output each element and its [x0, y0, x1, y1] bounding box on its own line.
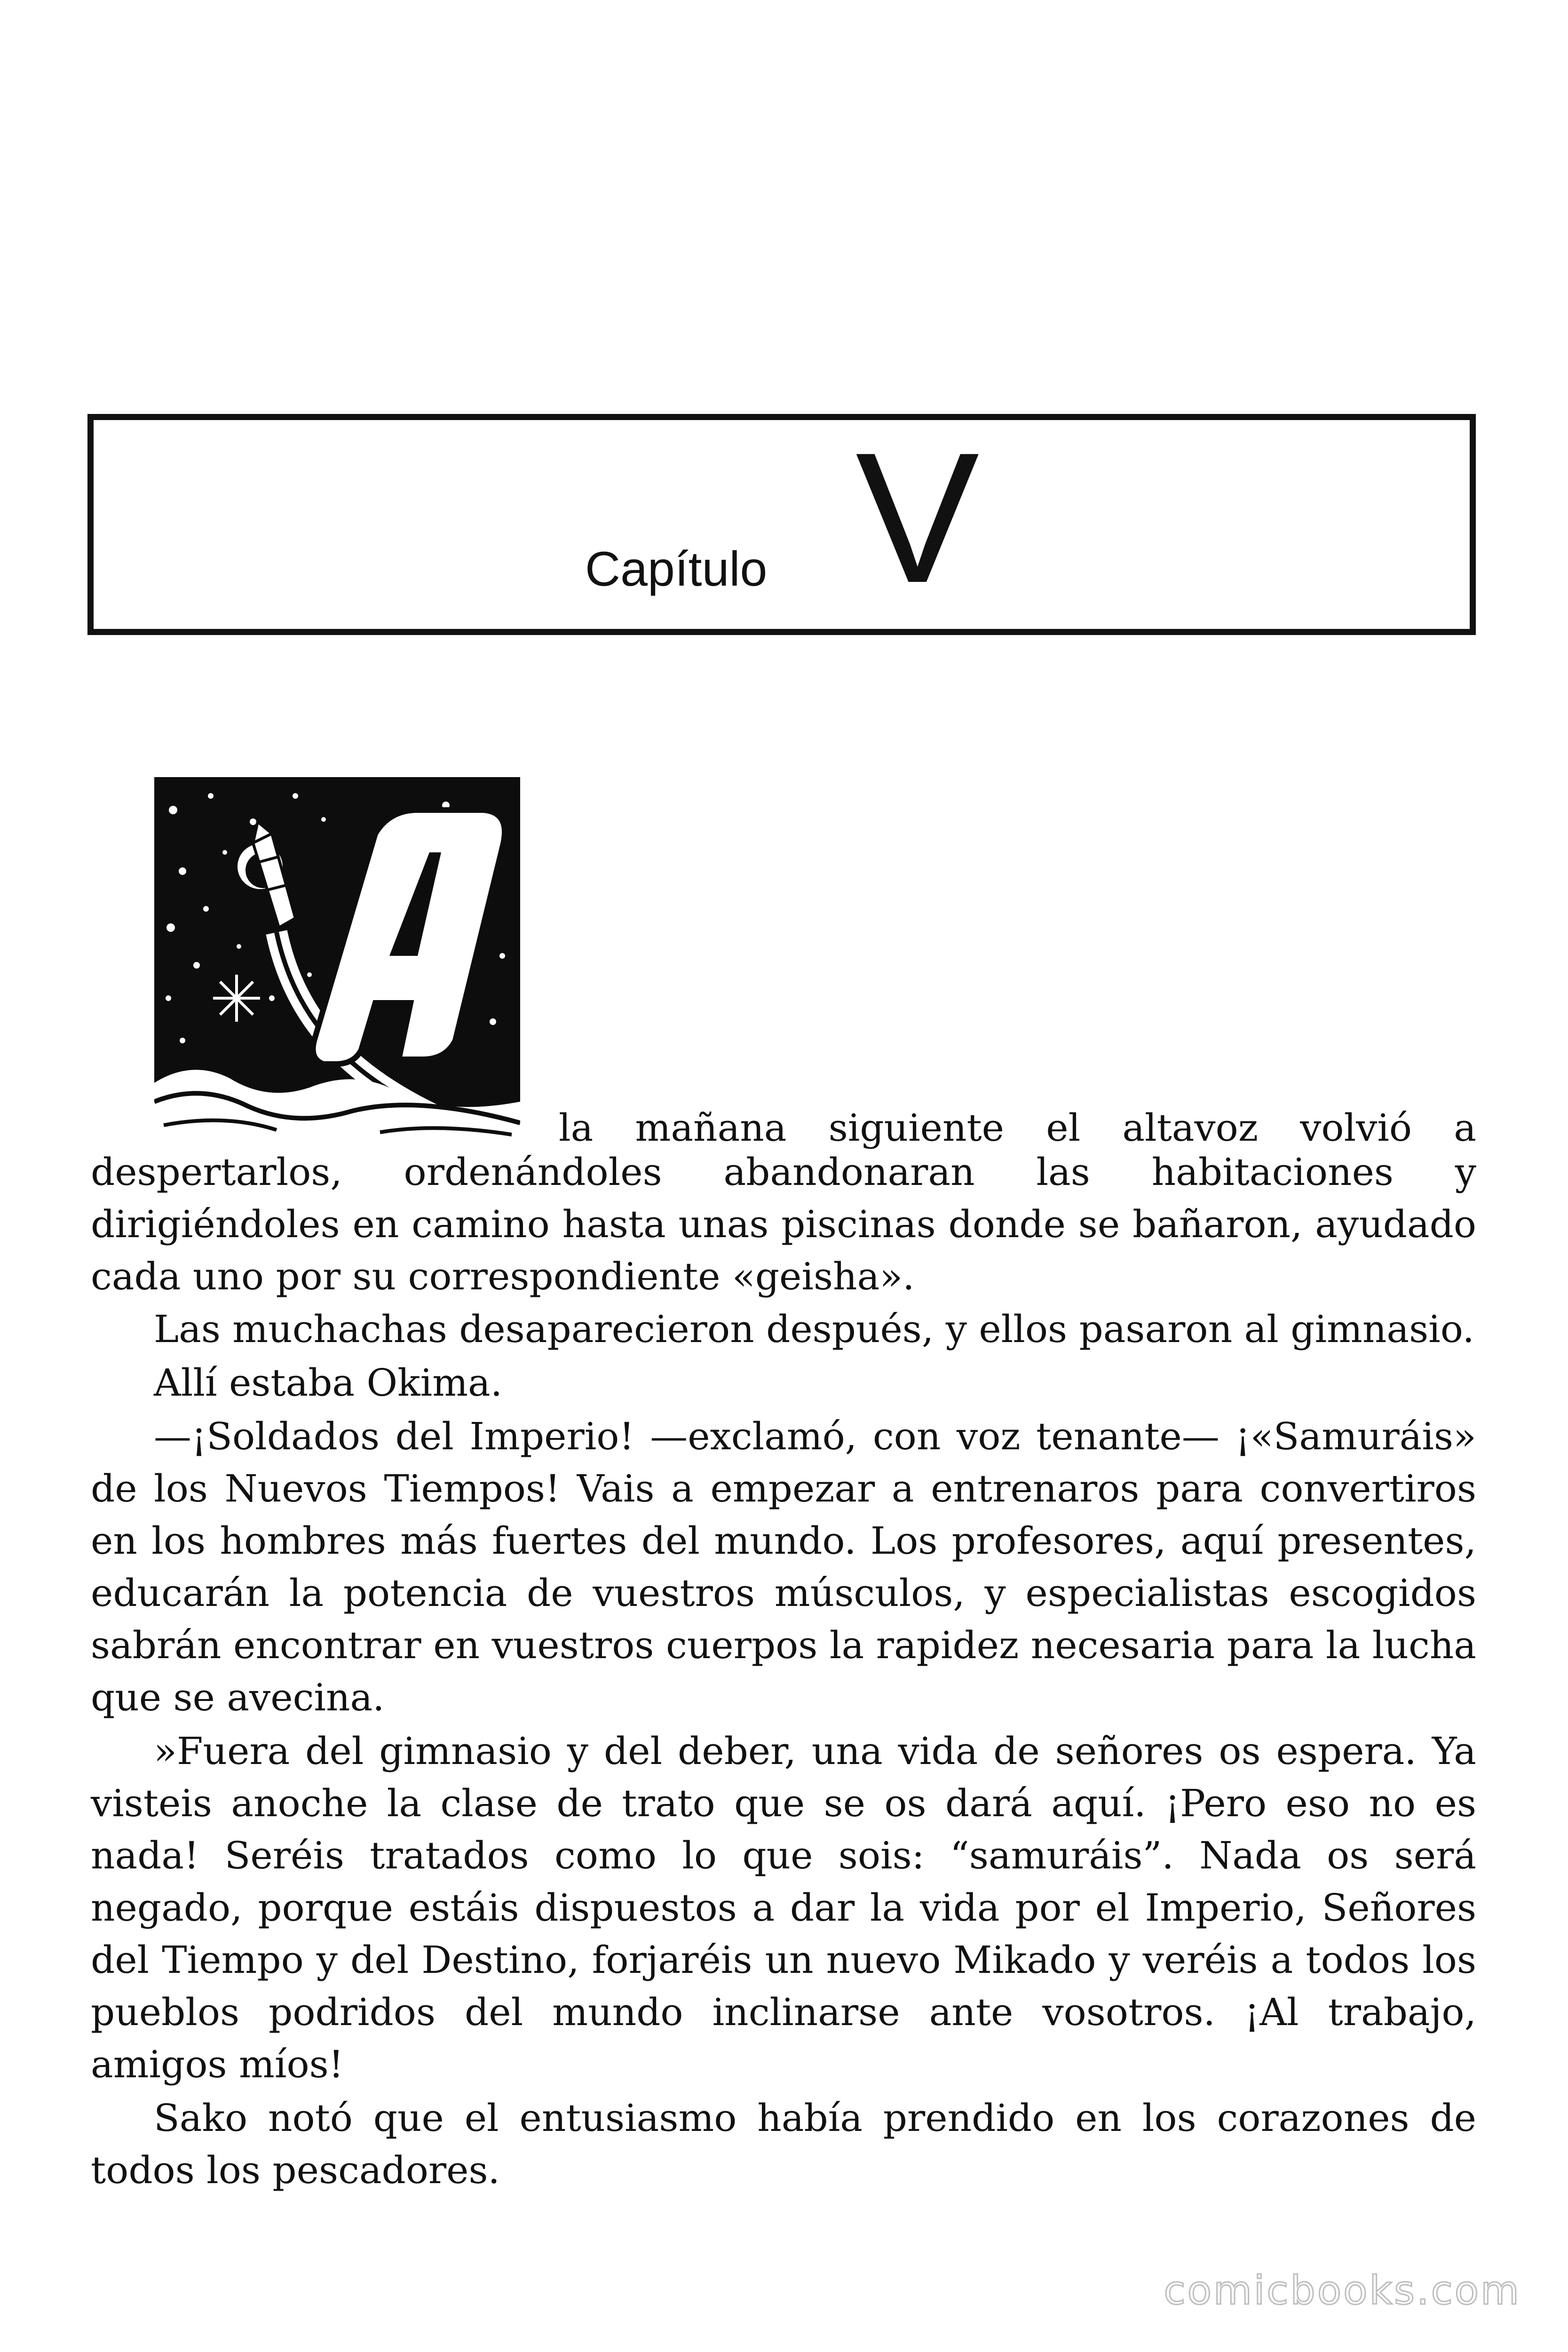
- watermark: comicbooks.com: [1164, 2267, 1521, 2313]
- sparkle-icon: [213, 975, 260, 1022]
- first-line-word: mañana: [635, 1106, 787, 1150]
- first-line-word: la: [559, 1106, 594, 1150]
- first-line-word: volvió: [1300, 1106, 1412, 1150]
- paragraph: Allí estaba Okima.: [154, 1361, 503, 1405]
- body-text: [91, 1303, 1476, 2198]
- chapter-number: V: [855, 413, 980, 621]
- dropcap-illustration: [154, 777, 520, 1142]
- chapter-label: Capítulo: [585, 542, 768, 596]
- first-paragraph: [91, 1146, 1476, 1303]
- first-line-word: a: [1454, 1106, 1476, 1150]
- first-line-word: el: [1046, 1106, 1081, 1150]
- paragraph: Sako notó que el entusiasmo había prendido en los corazones de todos los pescadores.: [91, 2096, 1476, 2192]
- paragraph: Las muchachas desaparecieron después, y ellos pasaron al gimnasio.: [154, 1307, 1474, 1351]
- paragraph: »Fuera del gimnasio y del deber, una vida de señores os espera. Ya visteis anoche la clase de trato que se os dará aquí. ¡Pero eso no es nada! Seréis tratados como lo que sois: “samuráis”. Nada os será negado, porque estáis dispuestos a dar la vida por el Imperio, Señores del Tiempo y del Destino, forjaréis un nuevo Mikado y veréis a todos los pueblos podridos del mundo inclinarse ante vosotros. ¡Al trabajo, amigos míos!: [91, 1729, 1476, 2086]
- chapter-header: [87, 414, 1476, 635]
- first-line-word: altavoz: [1122, 1106, 1258, 1150]
- paragraph: —¡Soldados del Imperio! —exclamó, con voz tenante— ¡«Samuráis» de los Nuevos Tiempos! Vais a empezar a entrenaros para convertiros en los hombres más fuertes del mundo. Los profesores, aquí presentes, educarán la potencia de vuestros músculos, y especialistas escogidos sabrán encontrar en vuestros cuerpos la rapidez necesaria para la lucha que se avecina.: [91, 1414, 1476, 1719]
- first-line-word: siguiente: [828, 1106, 1005, 1150]
- paragraph: despertarlos, ordenándoles abandonaran las habitaciones y dirigiéndoles en camino hasta unas piscinas donde se bañaron, ayudado cada uno por su correspondiente «geisha».: [91, 1150, 1476, 1298]
